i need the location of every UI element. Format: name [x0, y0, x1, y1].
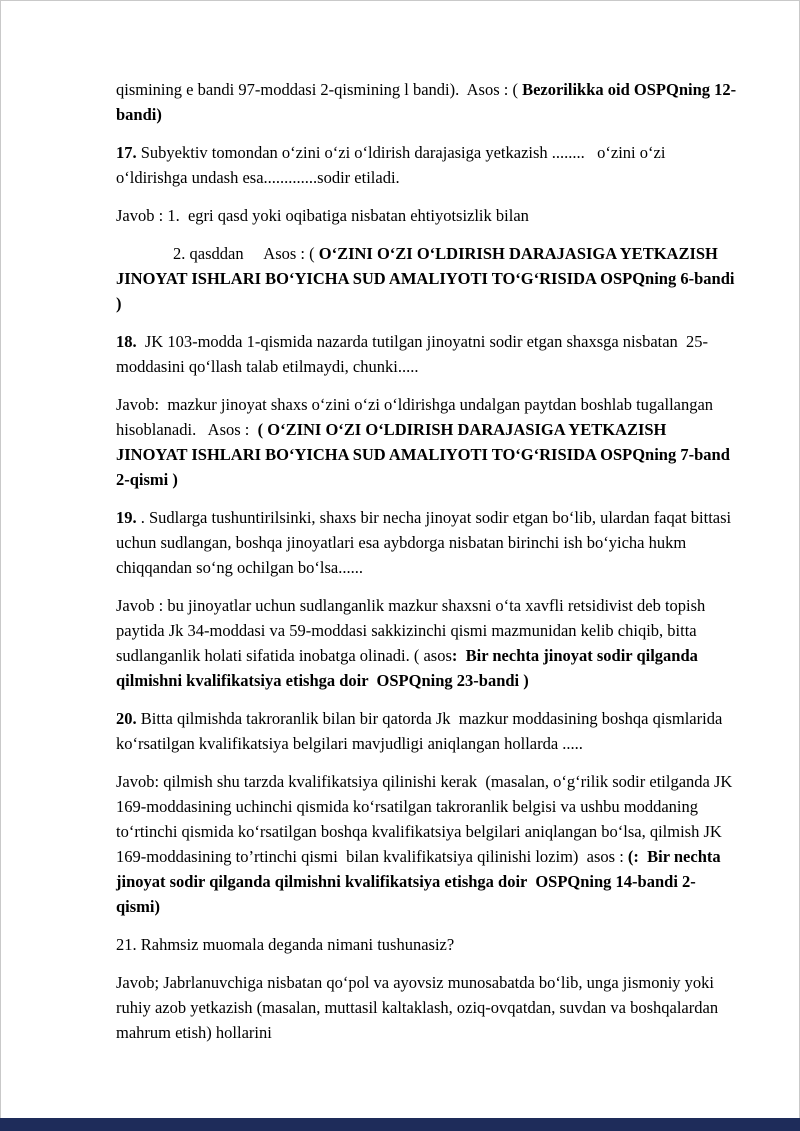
text-run: Javob: mazkur jinoyat shaxs o‘zini o‘zi o‘ldirishga undalgan paytdan boshlab tugallangan hisoblanadi. Asos : — [116, 395, 718, 439]
text-run: Bitta qilmishda takroranlik bilan bir qatorda Jk mazkur moddasining boshqa qismlarida ko‘rsatilgan kvalifikatsiya belgilari mavjudligi aniqlangan hollarda ..... — [116, 709, 727, 753]
bold-text-run: Bezorilikka oid OSPQning 12-bandi) — [116, 80, 737, 124]
text-run: qismining e bandi 97-moddasi 2-qismining l bandi). Asos : ( — [116, 80, 523, 99]
text-run: Javob; Jabrlanuvchiga nisbatan qo‘pol va ayovsiz munosabatda bo‘lib, unga jismoniy yoki ruhiy azob yetkazish (masalan, muttasil kaltaklash, oziq-ovqatdan, suvdan va boshqalardan mahrum etish) hollarini — [116, 973, 723, 1042]
paragraph — [116, 932, 739, 957]
text-run: . Sudlarga tushuntirilsinki, shaxs bir necha jinoyat sodir etgan bo‘lib, ulardan faqat bittasi uchun sudlangan, boshqa jinoyatlari esa aybdorga nisbatan birinchi ish bo‘yicha hukm chiqqandan so‘ng ochilgan bo‘lsa...... — [116, 508, 736, 577]
paragraph — [116, 329, 739, 379]
paragraph — [116, 392, 739, 492]
text-run: Javob: qilmish shu tarzda kvalifikatsiya qilinishi kerak (masalan, o‘g‘rilik sodir etilganda JK 169-moddasining uchinchi qismida ko‘rsatilgan takroranlik belgisi va ushbu moddaning to‘rtinchi qismida ko‘rsatilgan boshqa kvalifikatsiya belgilari aniqlangan bo‘lsa, qilmish JK 169-moddasining to’rtinchi qismi bilan kvalifikatsiya qilinishi lozim) asos : — [116, 772, 737, 866]
paragraph — [116, 203, 739, 228]
text-run: Subyektiv tomondan o‘zini o‘zi o‘ldirish darajasiga yetkazish ........ o‘zini o‘zi o‘ldirishga undash esa.............sodir etiladi. — [116, 143, 670, 187]
paragraph — [116, 505, 739, 580]
text-run: 21. Rahmsiz muomala deganda nimani tushunasiz? — [116, 935, 455, 954]
text-run: JK 103-modda 1-qismida nazarda tutilgan jinoyatni sodir etgan shaxsga nisbatan 25-moddasini qo‘llash talab etilmaydi, chunki..... — [116, 332, 709, 376]
bold-text-run: 17. — [116, 143, 137, 162]
bold-text-run: 20. — [116, 709, 137, 728]
text-run: 2. qasddan Asos : ( — [173, 244, 319, 263]
bold-text-run: 19. — [116, 508, 137, 527]
paragraph — [116, 241, 739, 316]
bold-text-run: 18. — [116, 332, 137, 351]
bold-text-run: : Bir nechta jinoyat sodir qilganda qilmishni kvalifikatsiya etishga doir OSPQning 23-bandi ) — [116, 646, 703, 690]
bottom-window-strip — [0, 1118, 800, 1131]
bold-text-run: O‘ZINI O‘ZI O‘LDIRISH DARAJASIGA YETKAZISH JINOYAT ISHLARI BO‘YICHA SUD AMALIYOTI TO‘G‘RISIDA OSPQning 6-bandi ) — [116, 244, 739, 313]
paragraph — [116, 706, 739, 756]
paragraph — [116, 77, 739, 127]
text-run: Javob : 1. egri qasd yoki oqibatiga nisbatan ehtiyotsizlik bilan — [116, 206, 529, 225]
document-body — [116, 77, 739, 1058]
paragraph — [116, 769, 739, 919]
bold-text-run: ( O‘ZINI O‘ZI O‘LDIRISH DARAJASIGA YETKAZISH JINOYAT ISHLARI BO‘YICHA SUD AMALIYOTI TO‘G‘RISIDA OSPQning 7-band 2-qismi ) — [116, 420, 735, 489]
paragraph — [116, 970, 739, 1045]
bold-text-run: (: Bir nechta jinoyat sodir qilganda qilmishni kvalifikatsiya etishga doir OSPQning 14-bandi 2-qismi) — [116, 847, 725, 916]
paragraph — [116, 593, 739, 693]
paragraph — [116, 140, 739, 190]
text-run: Javob : bu jinoyatlar uchun sudlanganlik mazkur shaxsni o‘ta xavfli retsidivist deb topish paytida Jk 34-moddasi va 59-moddasi sakkizinchi qismi mazmunidan kelib chiqib, bitta sudlanganlik holati sifatida inobatga olinadi. ( asos — [116, 596, 710, 665]
